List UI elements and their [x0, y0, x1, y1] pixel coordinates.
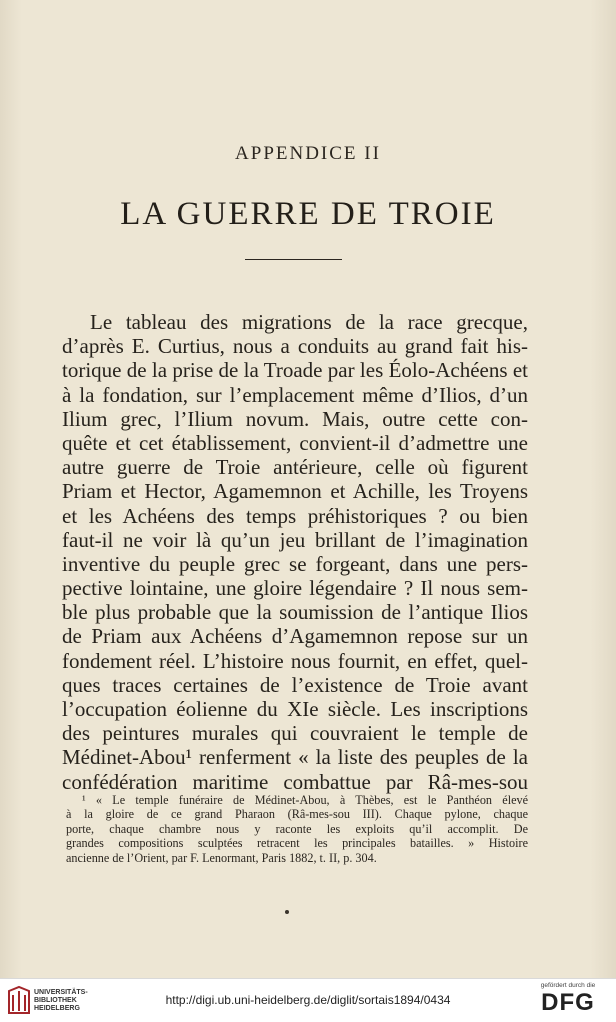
text-line: à la fondation, sur l’emplacement même d’Ilios, d’un [62, 382, 528, 407]
footnote [66, 793, 528, 865]
text-line: fondement réel. L’histoire nous fournit, en effet, quel- [62, 648, 528, 673]
text-line: Médinet-Abou¹ renferment « la liste des peuples de la [62, 745, 528, 770]
text-line: inventive du peuple grec se forgeant, dans une pers- [62, 551, 528, 576]
text-line: Ilium grec, l’Ilium novum. Mais, outre cette con- [62, 406, 528, 431]
text-line: et les Achéens des temps préhistoriques ? ou bien [62, 503, 528, 528]
appendix-heading: APPENDICE II [235, 143, 381, 164]
body-paragraph [62, 310, 528, 794]
footnote-line: à la gloire de ce grand Pharaon (Râ-mes-sou III). Chaque pylone, chaque [66, 807, 528, 822]
text-line: des peintures murales qui couvraient le temple de [62, 721, 528, 746]
page-ornament-dot [285, 910, 289, 914]
sponsor-logo[interactable] [528, 982, 608, 1017]
text-line: de Priam aux Achéens d’Agamemnon repose sur un [62, 624, 528, 649]
footnote-line: ancienne de l’Orient, par F. Lenormant, Paris 1882, t. II, p. 304. [66, 850, 377, 865]
text-line: l’occupation éolienne du XIe siècle. Les inscriptions [62, 697, 528, 721]
institution-name: UNIVERSITÄTS- BIBLIOTHEK HEIDELBERG [34, 989, 88, 1012]
text-line: ques traces certaines de l’existence de Troie avant [62, 672, 528, 697]
text-line: torique de la prise de la Troade par les Éolo-Achéens et [62, 358, 528, 383]
text-line: Priam et Hector, Agamemnon et Achille, les Troyens [62, 479, 528, 504]
text-line: autre guerre de Troie antérieure, celle où figurent [62, 455, 528, 480]
text-line: ble plus probable que la soumission de l’antique Ilios [62, 600, 528, 625]
text-line: pective lointaine, une gloire légendaire ? Il nous sem- [62, 576, 528, 601]
viewer-footer [0, 978, 616, 1022]
text-line: quête et cet établissement, convient-il d’admettre une [62, 430, 528, 455]
text-line: faut-il ne voir là qu’un jeu brillant de l’imagination [62, 527, 528, 552]
permalink-url[interactable]: http://digi.ub.uni-heidelberg.de/diglit/sortais1894/0434 [165, 993, 451, 1007]
footnote-line: ¹ « Le temple funéraire de Médinet-Abou, à Thèbes, est le Panthéon élevé [82, 793, 528, 807]
footnote-line: porte, chaque chambre nous y raconte les exploits qu’il accomplit. De [66, 821, 528, 836]
text-line: d’après E. Curtius, nous a conduits au grand fait his- [62, 334, 528, 359]
footnote-line: grandes compositions sculptées retracent les principales batailles. » Histoire [66, 836, 528, 851]
sponsor-caption: gefördert durch die [540, 982, 596, 989]
text-line: confédération maritime combattue par Râ-mes-sou [62, 769, 528, 794]
text-line: Le tableau des migrations de la race grecque, [90, 310, 528, 334]
title-divider [245, 259, 342, 260]
chapter-title: LA GUERRE DE TROIE [120, 196, 496, 232]
dfg-logo: DFG [541, 989, 595, 1016]
